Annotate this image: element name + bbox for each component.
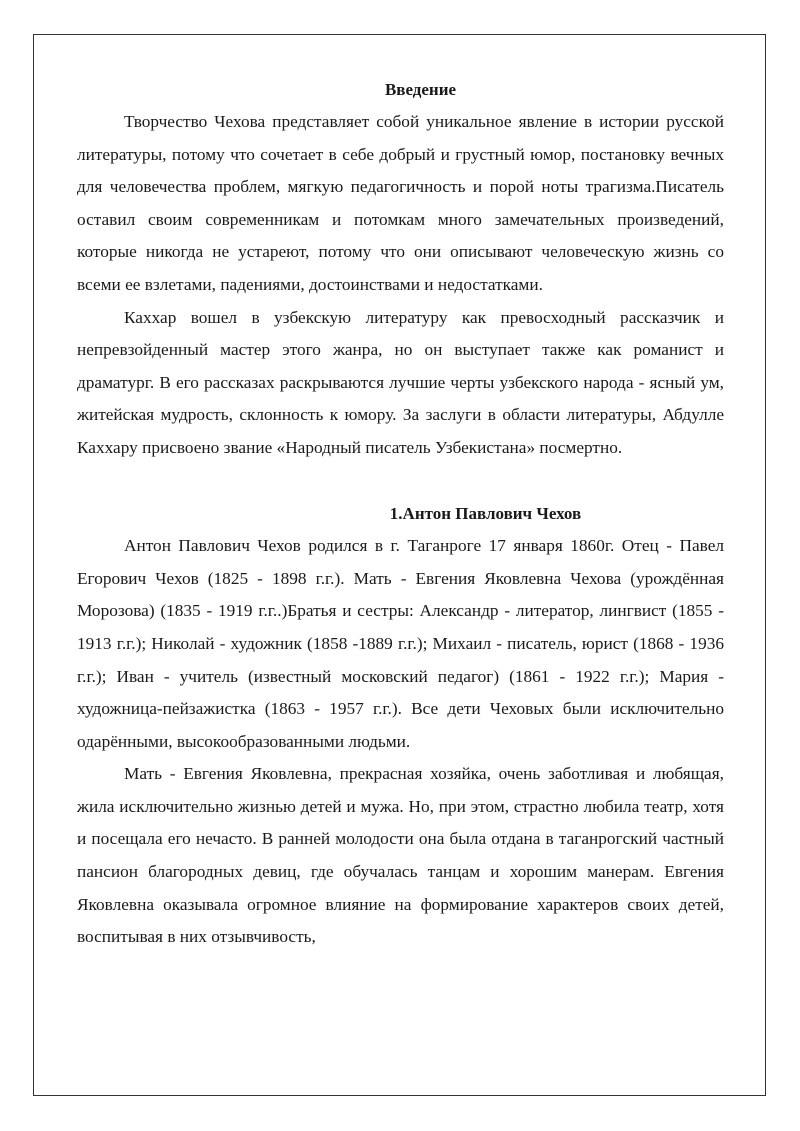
intro-paragraph-1: Творчество Чехова представляет собой уникальное явление в истории русской литературы, потому что сочетает в себе добрый и грустный юмор, постановку вечных для человечества проблем, мягкую педагогичность и порой ноты трагизма.Писатель оставил своим современникам и потомкам много замечательных произведений, которые никогда не устареют, потому что они описывают человеческую жизнь со всеми ее взлетами, падениями, достоинствами и недостатками. xyxy=(77,112,724,294)
section1-heading: 1.Антон Павлович Чехов xyxy=(389,504,582,524)
document-body xyxy=(77,73,724,954)
section1-paragraph-1: Антон Павлович Чехов родился в г. Таганроге 17 января 1860г. Отец - Павел Егорович Чехов (1825 - 1898 г.г.). Мать - Евгения Яковлевна Чехова (урождённая Морозова) (1835 - 1919 г.г..)Братья и сестры: Александр - литератор, лингвист (1855 - 1913 г.г.); Николай - художник (1858 -1889 г.г.); Михаил - писатель, юрист (1868 - 1936 г.г.); Иван - учитель (известный московский педагог) (1861 - 1922 г.г.); Мария - художница-пейзажистка (1863 - 1957 г.г.). Все дети Чеховых были исключительно одарёнными, высокообразованными людьми. xyxy=(77,536,724,751)
section1-paragraph-2: Мать - Евгения Яковлевна, прекрасная хозяйка, очень заботливая и любящая, жила исключительно жизнью детей и мужа. Но, при этом, страстно любила театр, хотя и посещала его нечасто. В ранней молодости она была отдана в таганрогский частный пансион благородных девиц, где обучалась танцам и хорошим манерам. Евгения Яковлевна оказывала огромное влияние на формирование характеров своих детей, воспитывая в них отзывчивость, xyxy=(77,764,724,947)
intro-paragraph-2: Каххар вошел в узбекскую литературу как превосходный рассказчик и непревзойденный мастер этого жанра, но он выступает также как романист и драматург. В его рассказах раскрываются лучшие черты узбекского народа - ясный ум, житейская мудрость, склонность к юмору. За заслуги в области литературы, Абдулле Каххару присвоено звание «Народный писатель Узбекистана» посмертно. xyxy=(77,307,724,457)
section-spacer xyxy=(77,465,724,498)
intro-heading: Введение xyxy=(384,80,457,99)
